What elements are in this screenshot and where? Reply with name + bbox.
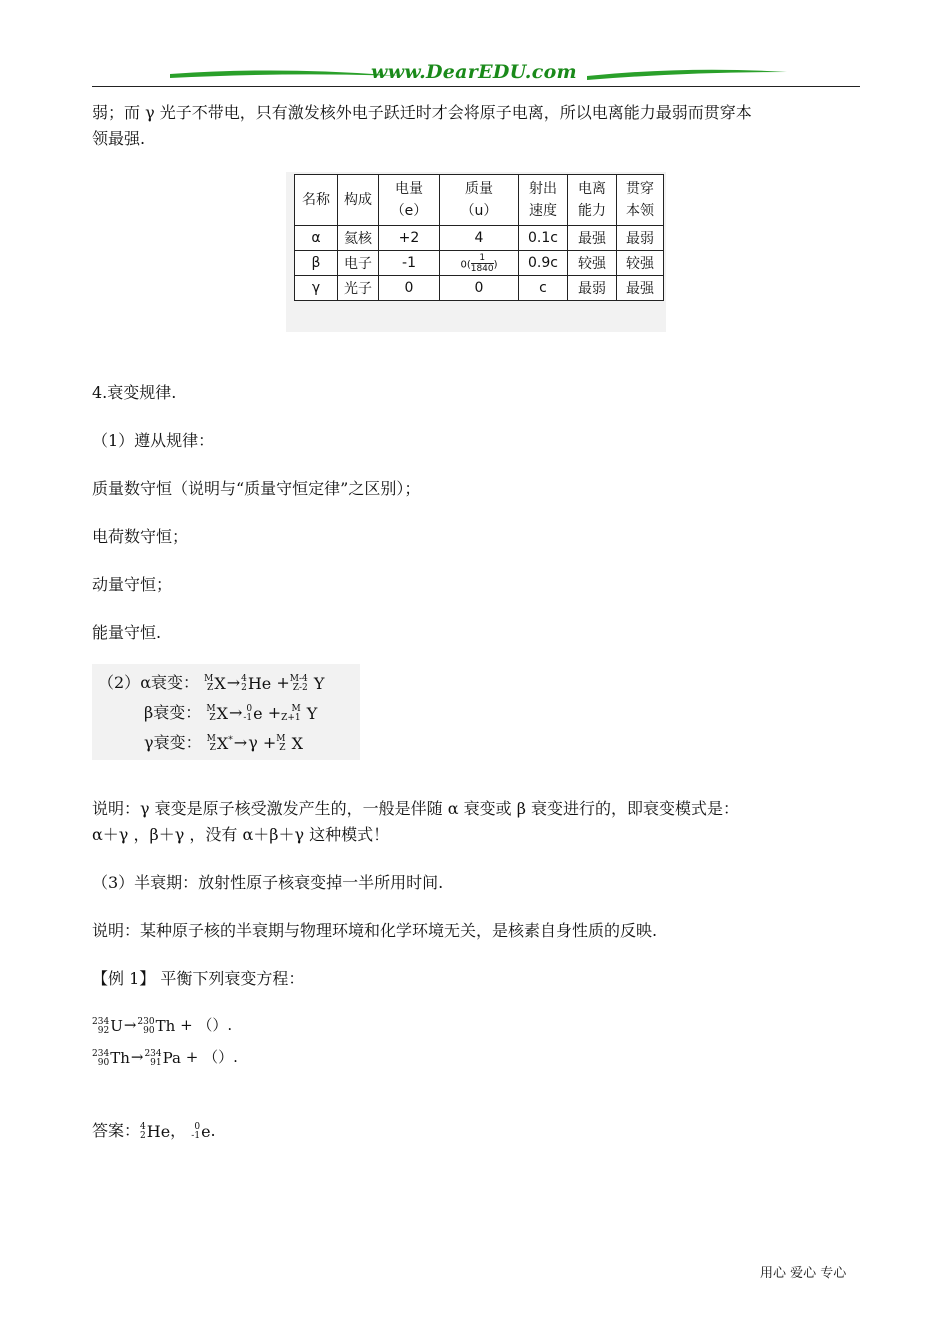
table-row-gamma — [295, 276, 664, 301]
gamma-note-line-1: 说明：γ 衰变是原子核受激发产生的，一般是伴随 α 衰变或 β 衰变进行的，即衰变模式是： — [92, 799, 740, 818]
table-row-beta — [295, 251, 664, 276]
table-cell: c — [519, 276, 568, 301]
law-mass-number: 质量数守恒（说明与“质量守恒定律”之区别）； — [92, 479, 421, 498]
page-footer: 用心 爱心 专心 — [760, 1266, 847, 1281]
table-row-alpha — [295, 226, 664, 251]
example-equation-1: 234 92 U→ 230 90 Th + （）. — [92, 1016, 233, 1036]
table-cell: 电子 — [338, 251, 379, 276]
answer-line: 答案： 4 2 He， 0 -1 e. — [92, 1121, 216, 1142]
radiation-properties-figure — [286, 172, 666, 332]
example-title: 【例 1】 平衡下列衰变方程： — [92, 969, 305, 988]
header-charge: 电量 （e） — [379, 175, 440, 226]
table-cell: 最弱 — [617, 226, 664, 251]
intro-line-1: 弱；而 γ 光子不带电，只有激发核外电子跃迁时才会将原子电离，所以电离能力最弱而贯穿本 — [92, 103, 752, 122]
law-energy: 能量守恒. — [92, 623, 162, 642]
header-penetrating: 贯穿 本领 — [617, 175, 664, 226]
table-cell: +2 — [379, 226, 440, 251]
header-rule — [92, 86, 860, 87]
half-life-definition: （3）半衰期：放射性原子核衰变掉一半所用时间. — [92, 873, 444, 892]
table-cell: 0.9c — [519, 251, 568, 276]
site-logo-text[interactable]: www.DearEDU.com — [371, 61, 577, 83]
table-cell: 最强 — [568, 226, 617, 251]
table-cell: 最强 — [617, 276, 664, 301]
table-cell: 最弱 — [568, 276, 617, 301]
decay-equations-figure — [92, 664, 360, 760]
table-cell: 0.1c — [519, 226, 568, 251]
gamma-note-line-2: α＋γ ，β＋γ ，没有 α＋β＋γ 这种模式！ — [92, 825, 390, 844]
header-speed: 射出 速度 — [519, 175, 568, 226]
table-cell: β — [295, 251, 338, 276]
section-title: 4.衰变规律. — [92, 383, 177, 402]
table-cell-beta-mass: 0( $\frac{1}{1840}$) — [440, 251, 519, 276]
table-cell: -1 — [379, 251, 440, 276]
example-equation-2: 234 90 Th→ 234 91 Pa + （）. — [92, 1048, 238, 1068]
law-charge: 电荷数守恒； — [92, 527, 189, 546]
table-header-row — [295, 175, 664, 226]
header-composition: 构成 — [338, 175, 379, 226]
radiation-properties-table — [294, 174, 664, 301]
table-cell: 光子 — [338, 276, 379, 301]
beta-mass-value: 0 — [460, 259, 467, 270]
table-cell: 氦核 — [338, 226, 379, 251]
gamma-decay-equation: γ衰变： M Z X*→γ + M Z X — [144, 733, 303, 754]
page-header — [92, 61, 860, 94]
table-cell: 0 — [440, 276, 519, 301]
swoosh-right-graphic — [587, 68, 787, 82]
table-cell: 较强 — [568, 251, 617, 276]
table-cell: α — [295, 226, 338, 251]
intro-line-2: 领最强. — [92, 129, 146, 148]
law-momentum: 动量守恒； — [92, 575, 173, 594]
table-cell: γ — [295, 276, 338, 301]
header-mass: 质量 （u） — [440, 175, 519, 226]
table-cell: 4 — [440, 226, 519, 251]
half-life-note: 说明：某种原子核的半衰期与物理环境和化学环境无关，是核素自身性质的反映. — [92, 921, 658, 940]
header-ionizing: 电离 能力 — [568, 175, 617, 226]
header-name: 名称 — [295, 175, 338, 226]
table-cell: 0 — [379, 276, 440, 301]
subsection-conservation: （1）遵从规律： — [92, 431, 215, 450]
mass-fraction: $\frac{1}{1840}$ — [470, 252, 494, 274]
beta-decay-equation: β衰变： M Z X→ 0 -1 e + M Z+1 Y — [144, 703, 318, 724]
table-cell: 较强 — [617, 251, 664, 276]
alpha-decay-equation: （2）α衰变： M Z X→ 4 2 He + M-4 Z-2 Y — [98, 673, 325, 694]
